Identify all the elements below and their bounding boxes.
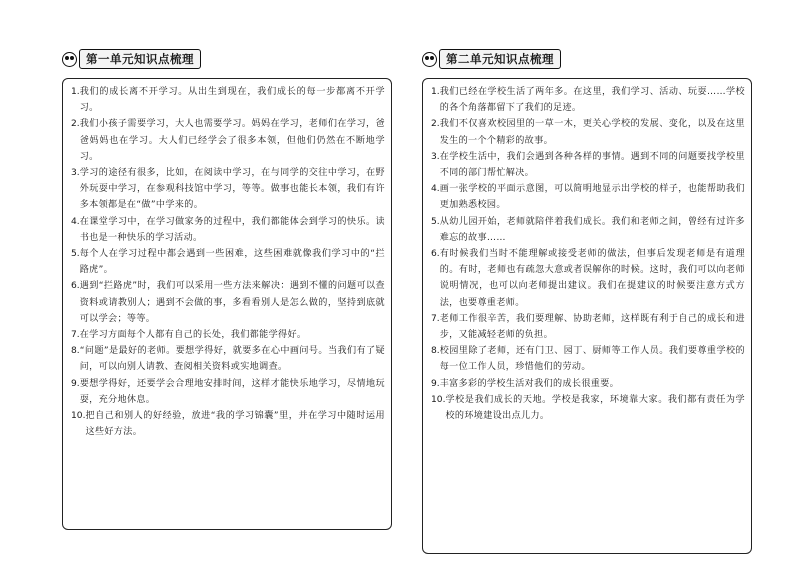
panda-icon — [62, 52, 77, 67]
item-number: 7. — [71, 330, 80, 341]
item-text: “问题”是最好的老师。要想学得好，就要多在心中画问号。当我们有了疑问，可以向别人请教、查阅相关资料或实地调查。 — [79, 346, 385, 373]
unit2-section — [422, 50, 752, 554]
item-number: 6. — [71, 281, 80, 292]
list-item — [71, 408, 385, 440]
list-item — [71, 214, 385, 246]
unit1-title: 第一单元知识点梳理 — [79, 49, 201, 69]
item-number: 1. — [431, 87, 440, 97]
item-text: 校园里除了老师，还有门卫、园丁、厨师等工作人员。我们要尊重学校的每一位工作人员，珍惜他们的劳动。 — [439, 346, 745, 373]
item-number: 2. — [431, 119, 440, 130]
item-number: 3. — [431, 151, 440, 162]
item-text: 有时候我们当时不能理解或接受老师的做法，但事后发现老师是有道理的。有时，老师也有疏忽大意或者误解你的时候。这时，我们可以向老师说明情况，也可以向老师提出建议。我们在提建议的时候要注意方式方法，也要尊重老师。 — [439, 249, 745, 308]
item-number: 8. — [431, 346, 440, 357]
panda-icon — [422, 52, 437, 67]
item-text: 画一张学校的平面示意图，可以简明地显示出学校的样子，也能帮助我们更加熟悉校园。 — [439, 184, 745, 211]
item-number: 7. — [431, 313, 440, 324]
list-item — [71, 246, 385, 278]
item-text: 在课堂学习中，在学习做家务的过程中，我们都能体会到学习的快乐。读书也是一种快乐的学习活动。 — [79, 216, 385, 243]
item-text: 每个人在学习过程中都会遇到一些困难，这些困难就像我们学习中的“拦路虎”。 — [79, 249, 385, 276]
item-number: 10. — [71, 411, 86, 422]
item-text: 老师工作很辛苦，我们要理解、协助老师，这样既有利于自己的成长和进步，又能减轻老师的负担。 — [439, 313, 745, 341]
list-item — [71, 116, 385, 165]
list-item — [71, 327, 385, 343]
list-item — [431, 343, 745, 375]
item-text: 在学校生活中，我们会遇到各种各样的事情。遇到不同的问题要找学校里不同的部门帮忙解决。 — [439, 151, 745, 179]
item-text: 我们的成长离不开学习。从出生到现在，我们成长的每一步都离不开学习。 — [79, 87, 385, 114]
list-item — [431, 116, 745, 148]
unit2-list — [422, 78, 752, 554]
item-text: 学习的途径有很多，比如，在阅读中学习，在与同学的交往中学习，在野外玩耍中学习，在参观科技馆中学习，等等。做事也能长本领，我们有许多本领都是在“做”中学来的。 — [79, 168, 385, 211]
item-number: 10. — [431, 394, 446, 405]
list-item — [431, 181, 745, 213]
unit1-header — [62, 50, 392, 68]
item-text: 丰富多彩的学校生活对我们的成长很重要。 — [439, 378, 620, 389]
item-number: 9. — [431, 378, 440, 389]
unit1-section — [62, 50, 392, 530]
item-text: 要想学得好，还要学会合理地安排时间，这样才能快乐地学习，尽情地玩耍，充分地休息。 — [79, 378, 385, 405]
list-item — [431, 392, 745, 424]
item-number: 5. — [71, 249, 80, 260]
item-number: 4. — [71, 216, 80, 227]
item-text: 学校是我们成长的天地。学校是我家，环境靠大家。我们都有责任为学校的环境建设出点儿力。 — [445, 394, 745, 422]
list-item — [431, 311, 745, 343]
unit1-list — [62, 78, 392, 530]
item-number: 3. — [71, 168, 80, 179]
list-item — [431, 214, 745, 246]
unit2-title: 第二单元知识点梳理 — [439, 49, 561, 69]
list-item — [71, 165, 385, 214]
item-number: 1. — [71, 87, 80, 97]
item-text: 我们已经在学校生活了两年多。在这里，我们学习、活动、玩耍……学校的各个角落都留下了我们的足迹。 — [439, 87, 745, 114]
item-number: 9. — [71, 378, 80, 389]
list-item — [71, 278, 385, 327]
item-text: 遇到“拦路虎”时，我们可以采用一些方法来解决：遇到不懂的问题可以查资料或请教别人；遇到不会做的事，多看看别人是怎么做的，坚持到底就可以学会；等等。 — [79, 281, 385, 324]
list-item — [71, 343, 385, 375]
item-text: 我们不仅喜欢校园里的一草一木，更关心学校的发展、变化，以及在这里发生的一个个精彩的故事。 — [439, 119, 745, 146]
item-number: 2. — [71, 119, 80, 130]
list-item — [71, 376, 385, 408]
item-text: 从幼儿园开始，老师就陪伴着我们成长。我们和老师之间，曾经有过许多难忘的故事…… — [439, 216, 745, 243]
list-item — [431, 149, 745, 181]
list-item — [71, 84, 385, 116]
list-item — [431, 84, 745, 116]
item-number: 5. — [431, 216, 440, 227]
item-text: 把自己和别人的好经验，放进“我的学习锦囊”里，并在学习中随时运用这些好方法。 — [85, 411, 385, 438]
list-item — [431, 246, 745, 311]
unit2-header — [422, 50, 752, 68]
item-number: 8. — [71, 346, 80, 357]
item-text: 在学习方面每个人都有自己的长处，我们都能学得好。 — [79, 330, 307, 341]
item-text: 我们小孩子需要学习，大人也需要学习。妈妈在学习，老师们在学习，爸爸妈妈也在学习。大人们已经学会了很多本领，但他们仍然在不断地学习。 — [79, 119, 385, 162]
item-number: 4. — [431, 184, 440, 195]
item-number: 6. — [431, 249, 440, 260]
list-item — [431, 376, 745, 392]
